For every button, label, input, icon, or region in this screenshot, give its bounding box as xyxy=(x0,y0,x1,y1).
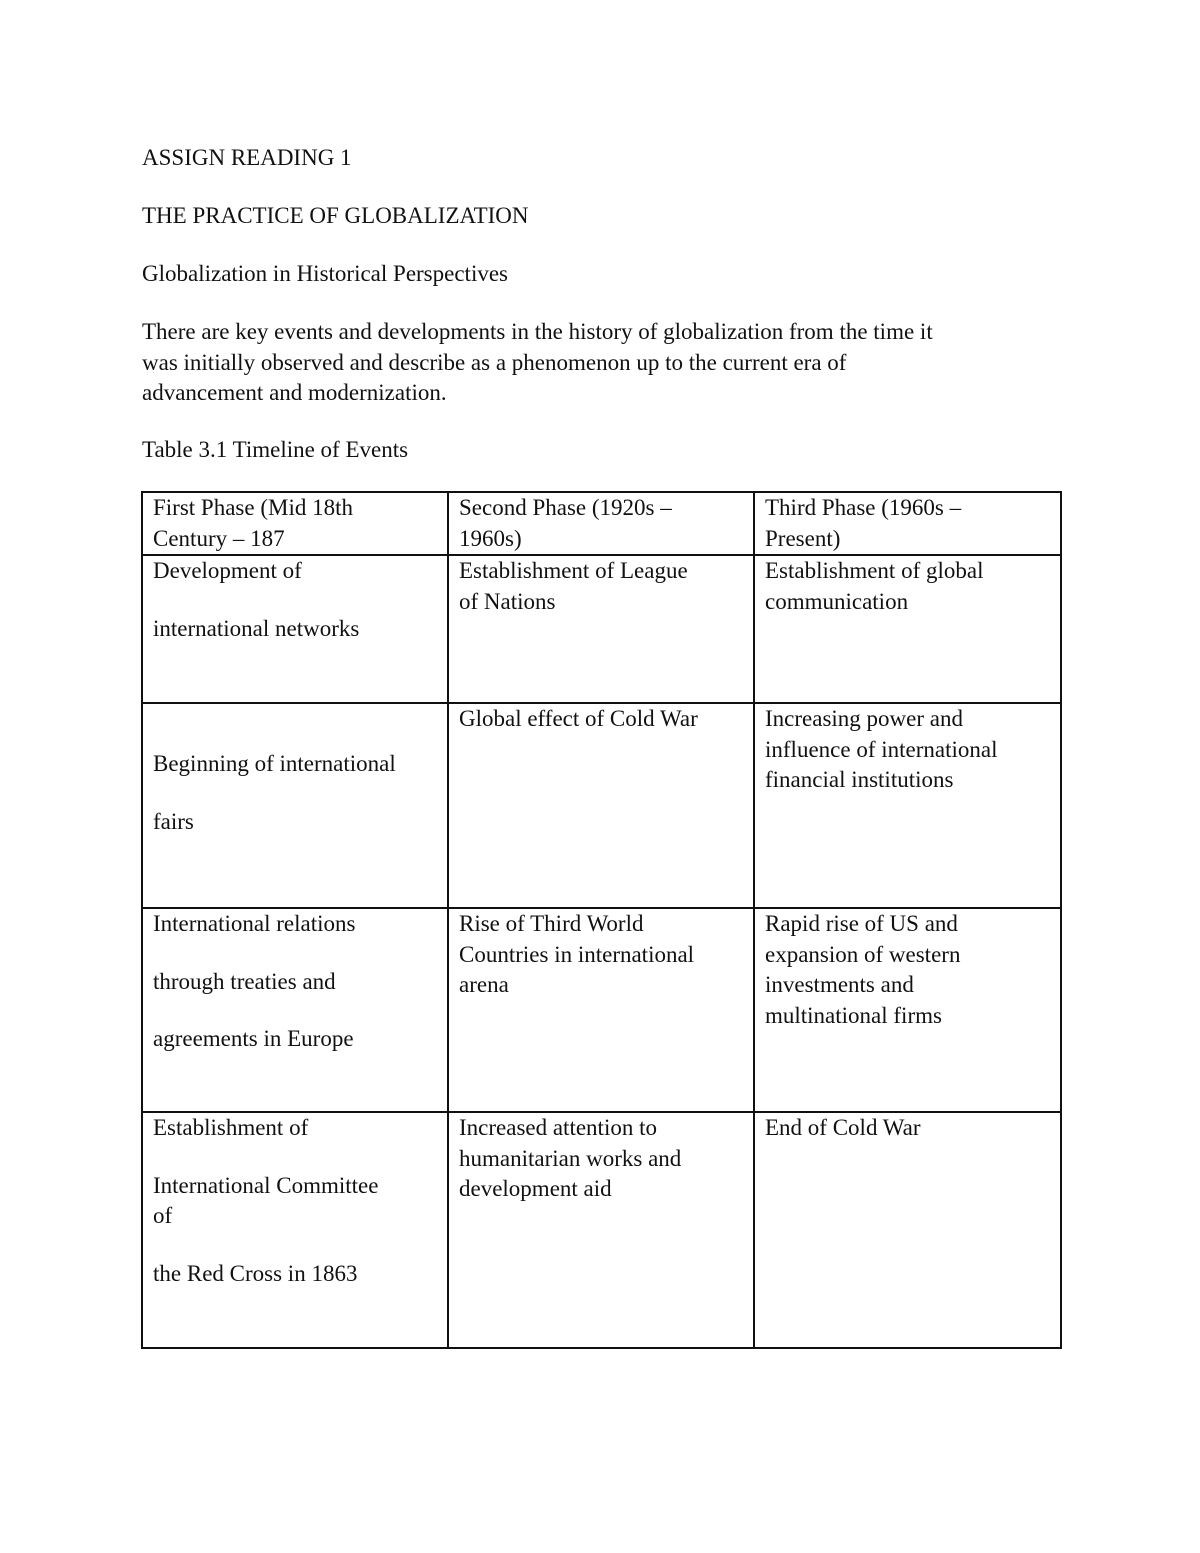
table-row xyxy=(142,908,1061,1112)
cell-text: Rise of Third World xyxy=(459,911,644,936)
cell-text: Global effect of Cold War xyxy=(459,706,698,731)
cell-text: Second Phase (1920s – xyxy=(459,495,672,520)
cell-text: communication xyxy=(765,588,909,614)
cell-text: Third Phase (1960s – xyxy=(765,495,962,520)
cell-second-phase xyxy=(448,908,754,1112)
cell-text: financial institutions xyxy=(765,767,954,792)
main-title: THE PRACTICE OF GLOBALIZATION xyxy=(142,203,529,228)
cell-text: 1960s) xyxy=(459,525,522,551)
assign-title: ASSIGN READING 1 xyxy=(142,145,352,170)
cell-first-phase xyxy=(142,703,448,908)
cell-text: First Phase (Mid 18th xyxy=(153,495,353,520)
cell-text: Development of xyxy=(153,558,302,583)
cell-text: fairs xyxy=(153,808,194,834)
cell-text: development aid xyxy=(459,1176,612,1201)
cell-first-phase xyxy=(142,908,448,1112)
cell-third-phase xyxy=(754,908,1061,1112)
cell-second-phase xyxy=(448,555,754,703)
cell-text: International Committee xyxy=(153,1172,379,1198)
intro-line: was initially observed and describe as a phenomenon up to the current era of xyxy=(142,349,847,375)
cell-third-phase xyxy=(754,703,1061,908)
cell-text: Establishment of League xyxy=(459,558,688,583)
cell-third-phase xyxy=(754,1112,1061,1348)
cell-second-phase xyxy=(448,703,754,908)
cell-text: Establishment of global xyxy=(765,558,984,583)
cell-text: international networks xyxy=(153,615,360,641)
cell-text: through treaties and xyxy=(153,968,336,994)
cell-text: humanitarian works and xyxy=(459,1145,682,1171)
cell-text: Increased attention to xyxy=(459,1115,657,1140)
cell-first-phase xyxy=(142,555,448,703)
table-caption: Table 3.1 Timeline of Events xyxy=(142,437,409,462)
cell-text: Countries in international xyxy=(459,941,695,967)
cell-text: Establishment of xyxy=(153,1115,309,1140)
cell-text: Present) xyxy=(765,525,841,551)
cell-text: investments and xyxy=(765,972,914,997)
cell-third-phase xyxy=(754,555,1061,703)
header-second-phase xyxy=(448,492,754,555)
table-header-row xyxy=(142,492,1061,555)
header-third-phase xyxy=(754,492,1061,555)
cell-text: influence of international xyxy=(765,736,998,762)
cell-text: End of Cold War xyxy=(765,1115,921,1140)
intro-line: advancement and modernization. xyxy=(142,380,447,405)
cell-text: Century – 187 xyxy=(153,525,285,551)
cell-text: the Red Cross in 1863 xyxy=(153,1260,358,1286)
cell-text: of xyxy=(153,1203,173,1228)
cell-text: Increasing power and xyxy=(765,706,963,731)
intro-line: There are key events and developments in the history of globalization from the time it xyxy=(142,319,933,344)
timeline-table xyxy=(141,491,1062,1349)
header-first-phase xyxy=(142,492,448,555)
table-row xyxy=(142,555,1061,703)
cell-text: multinational firms xyxy=(765,1002,942,1028)
cell-text: of Nations xyxy=(459,588,556,614)
cell-first-phase xyxy=(142,1112,448,1348)
table-row xyxy=(142,703,1061,908)
cell-text: Beginning of international xyxy=(153,751,396,776)
table-row xyxy=(142,1112,1061,1348)
cell-text: International relations xyxy=(153,911,356,936)
cell-text: Rapid rise of US and xyxy=(765,911,958,936)
intro-paragraph xyxy=(142,317,1062,409)
cell-text: arena xyxy=(459,972,509,997)
cell-second-phase xyxy=(448,1112,754,1348)
cell-text: expansion of western xyxy=(765,941,961,967)
cell-text: agreements in Europe xyxy=(153,1026,354,1051)
section-subtitle: Globalization in Historical Perspectives xyxy=(142,261,508,286)
